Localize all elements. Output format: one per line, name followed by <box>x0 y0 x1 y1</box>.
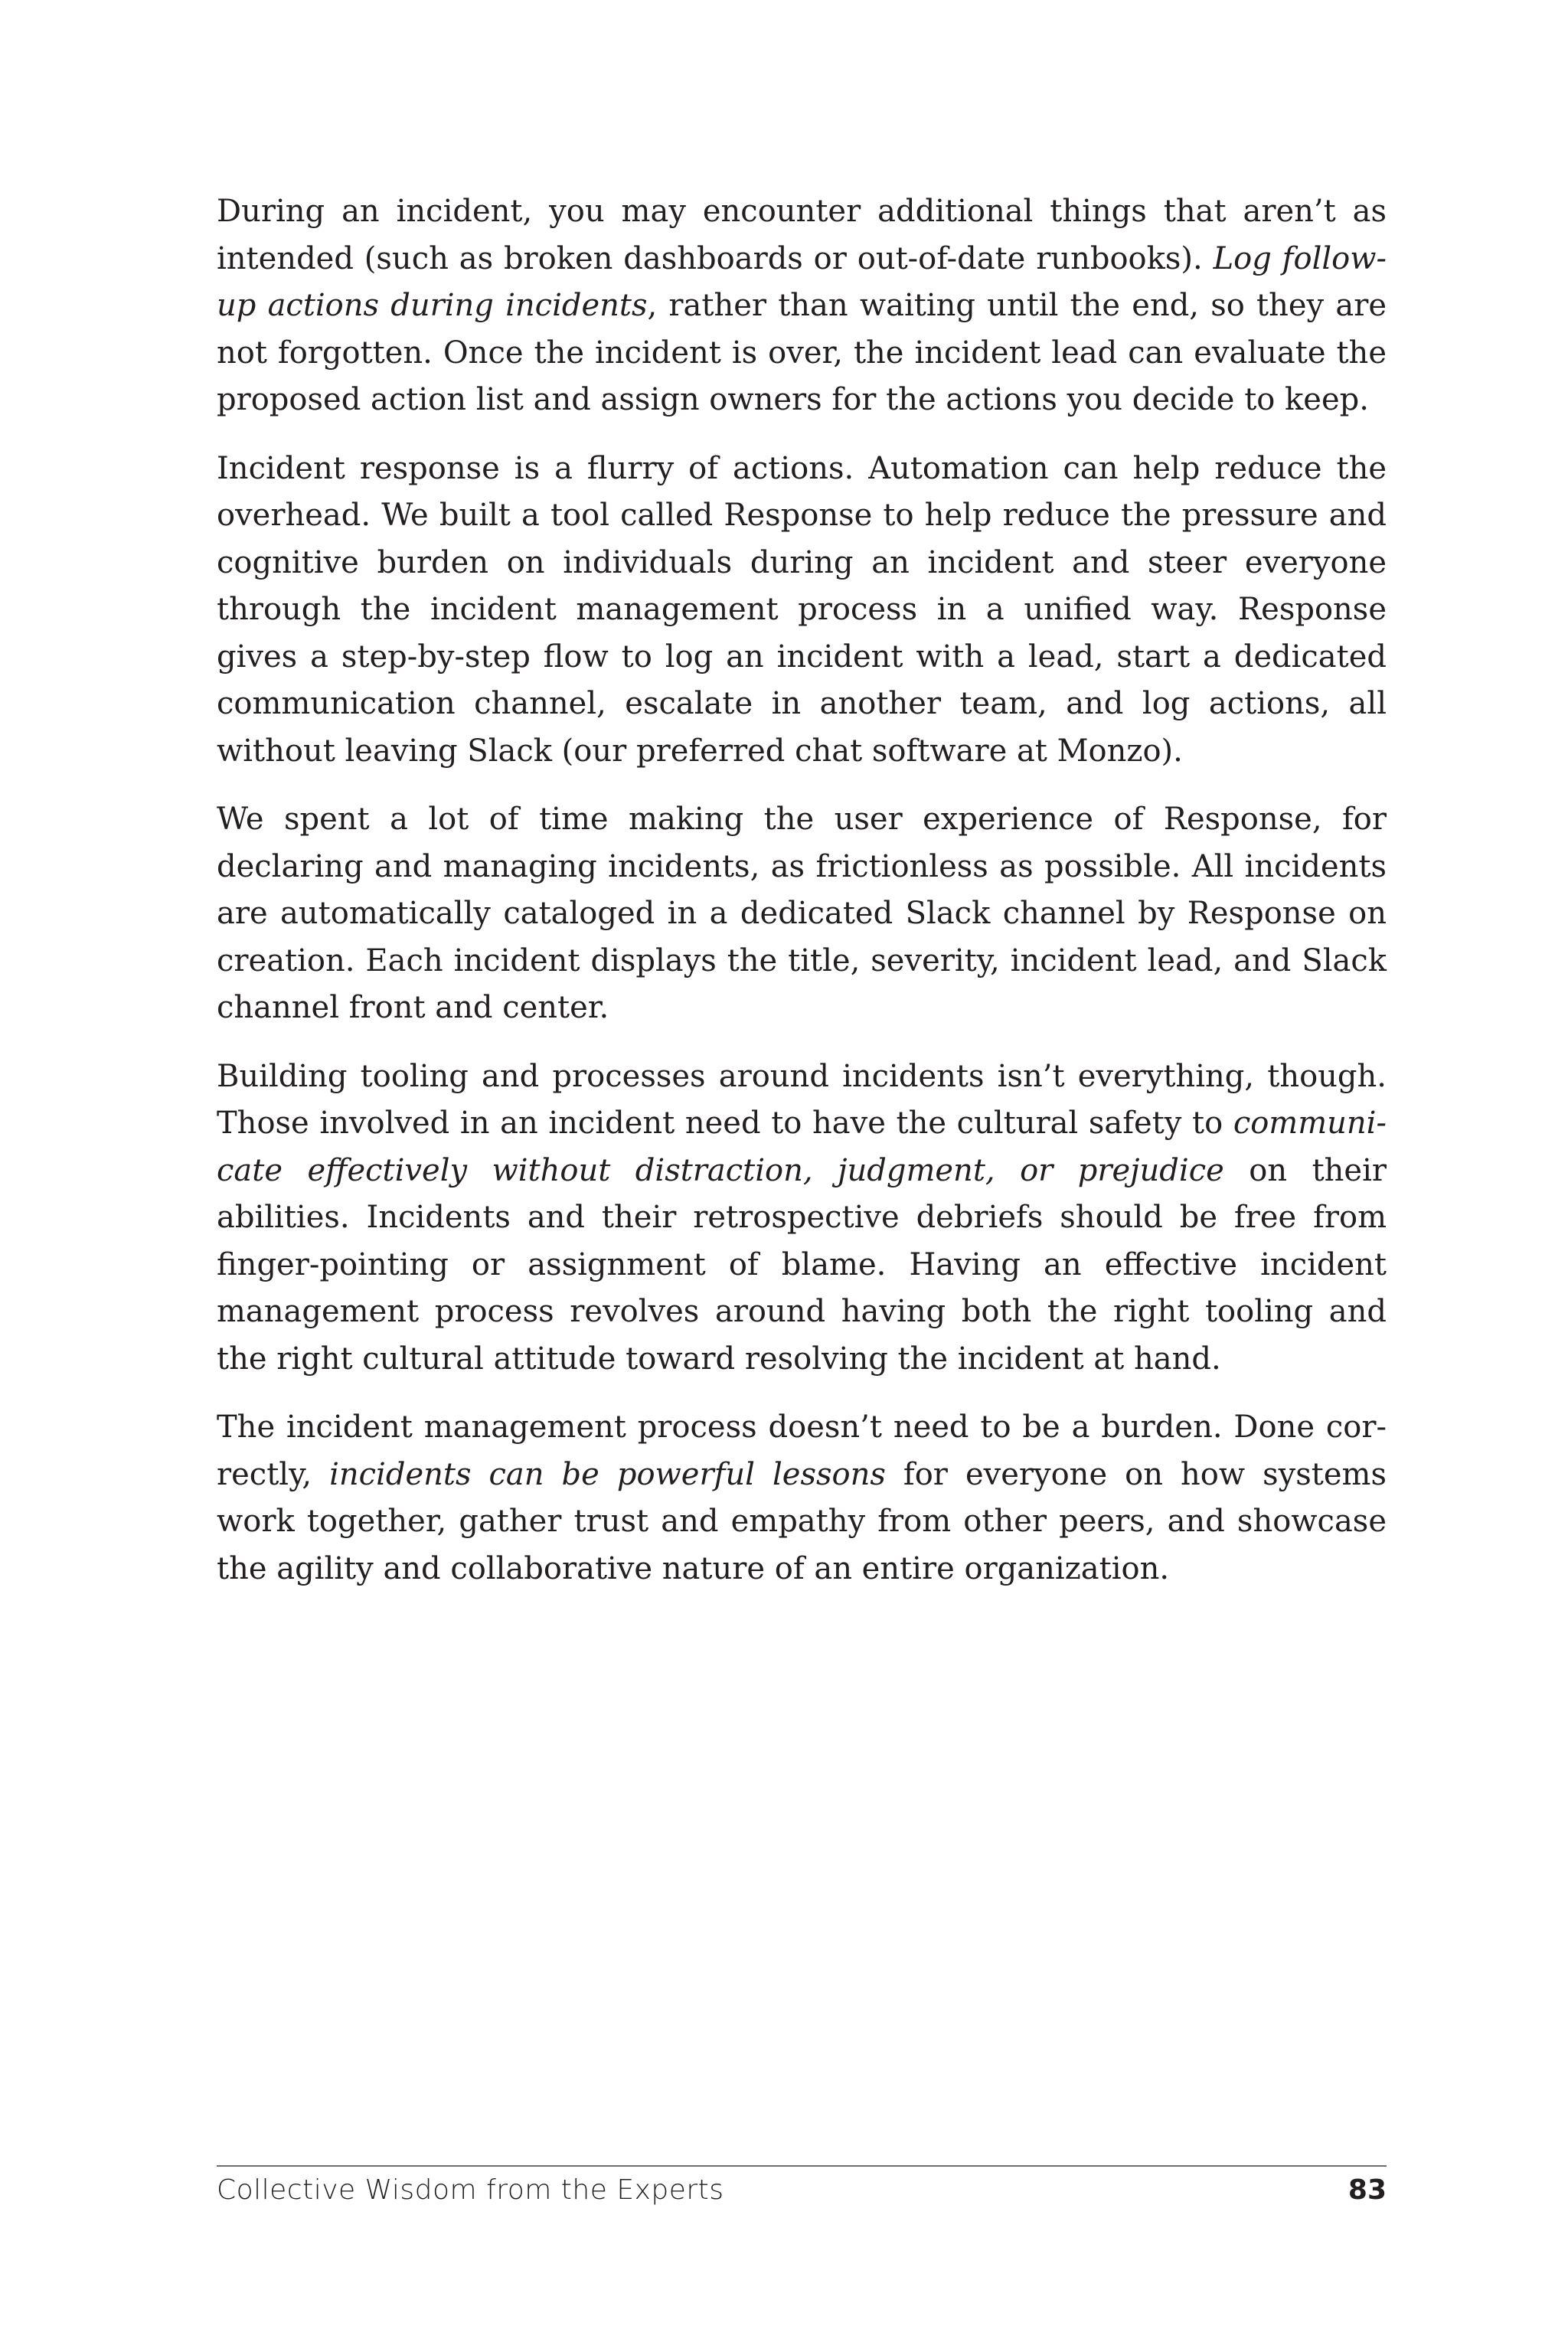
paragraph-1-run-1: During an incident, you may encounter additional things that aren’t as intended (such as broken dashboards or out-of-date runbooks). <box>217 194 1387 276</box>
body-text <box>217 188 1387 1614</box>
footer-divider <box>217 2165 1387 2167</box>
paragraph-5-run-2-italic: incidents can be powerful lessons <box>329 1456 886 1492</box>
paragraph-4-run-3: on their abilities. Incidents and their retrospective debriefs should be free from finger-pointing or assignment of blame. Having an effective incident management process revolves around having both the right tooling and the right cultural attitude toward resolving the incident at hand. <box>217 1152 1387 1377</box>
paragraph-3-run-1: We spent a lot of time making the user experience of Response, for declaring and managing incidents, as frictionless as possible. All incidents are automatically cataloged in a dedicated Slack channel by Response on creation. Each incident displays the title, severity, incident lead, and Slack channel front and center. <box>217 802 1387 1025</box>
footer-page-number: 83 <box>1348 2174 1387 2206</box>
paragraph-5 <box>217 1404 1387 1592</box>
paragraph-2-run-1: Incident response is a flurry of actions. Automation can help reduce the overhead. We built a tool called Response to help reduce the pressure and cognitive burden on individuals during an incident and steer everyone through the incident management process in a unified way. Response gives a step-by-step flow to log an incident with a lead, start a dedicated communication channel, escalate in another team, and log actions, all without leaving Slack (our preferred chat software at Monzo). <box>217 450 1387 769</box>
paragraph-1-run-3: , rather than waiting until the end, so they are not forgotten. Once the incident is over, the incident lead can evaluate the proposed action list and assign owners for the actions you decide to keep. <box>217 288 1387 417</box>
paragraph-5-run-3: for everyone on how systems work together, gather trust and empathy from other peers, and showcase the agility and collaborative nature of an entire organization. <box>217 1456 1387 1586</box>
paragraph-1-run-2-italic: Log followup actions during incidents <box>217 240 1387 323</box>
paragraph-1 <box>217 188 1387 424</box>
paragraph-5-run-1: The incident management process doesn’t need to be a burden. Done correctly, <box>217 1410 1387 1492</box>
footer-book-title: Collective Wisdom from the Experts <box>217 2174 724 2206</box>
paragraph-3 <box>217 796 1387 1032</box>
paragraph-4 <box>217 1054 1387 1383</box>
paragraph-2 <box>217 446 1387 776</box>
paragraph-4-run-2-italic: communicate effectively without distraction, judgment, or prejudice <box>217 1106 1387 1188</box>
paragraph-4-run-1: Building tooling and processes around incidents isn’t everything, though. Those involved in an incident need to have the cultural safety to <box>217 1058 1387 1141</box>
